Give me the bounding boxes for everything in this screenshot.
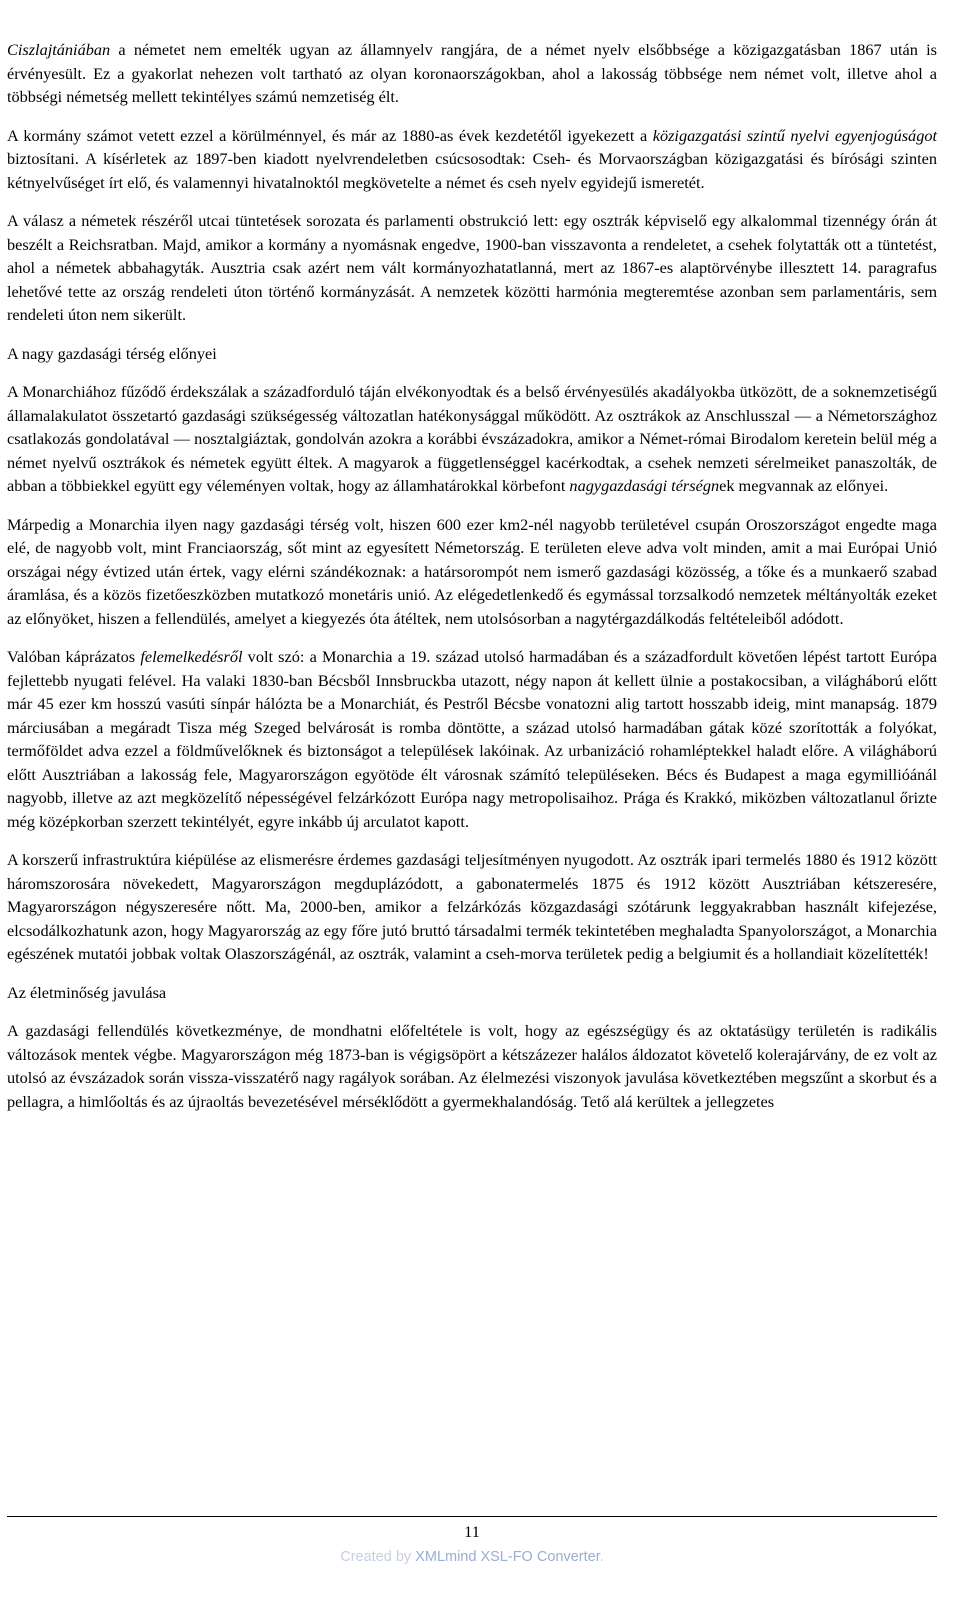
emphasis: Ciszlajtániában [7,40,111,59]
emphasis: közigazgatási szintű nyelvi egyenjogúságot [652,125,938,145]
paragraph-text: ek megvannak az előnyei. [719,476,889,495]
emphasis: nagygazdasági térségn [569,476,720,495]
paragraph-text: A Monarchiához fűződő érdekszálak a századforduló táján elvékonyodtak és a belső érvényesülés akadályokba ütközött, de a soknemzetiségű államalakulatot összetartó gazdasági szükségesség változatlan hatékonysággal működött. Az osztrákok az Anschlusszal — a Németországhoz csatlakozás gondolatával — nosztalgiáztak, gondolván azokra a korábbi évszázadokra, amikor a Német-római Birodalom keretein belül még a német nyelvű osztrákok és németek együtt éltek. A magyarok a függetlenséggel kacérkodtak, a csehek nemzeti sérelmeiket panaszolták, de abban a többiekkel együtt egy véleményen voltak, hogy az államhatárokkal körbefont [7,382,937,495]
paragraph [7,38,937,109]
paragraph [7,124,937,195]
paragraph [7,645,937,833]
footer-credit [0,1548,944,1566]
paragraph-text: biztosítani. A kísérletek az 1897-ben kiadott nyelvrendeletben csúcsosodtak: Cseh- és Morvaországban közigazgatási és bírósági szinten kétnyelvűséget írt elő, és valamennyi hivatalnoktól megkövetelte a német és cseh nyelv egyidejű ismeretét. [7,149,937,192]
converter-link[interactable]: XMLmind XSL-FO Converter [415,1549,600,1565]
section-heading: Az életminőség javulása [7,982,167,1002]
paragraph-text: Valóban káprázatos [7,647,141,666]
footer-period: . [599,1549,604,1565]
section-heading: A nagy gazdasági térség előnyei [7,343,217,363]
paragraph-text: volt szó: a Monarchia a 19. század utolsó harmadában és a századfordult követően lépést tartott Európa fejlettebb nyugati felével. Ha valaki 1830-ban Bécsből Innsbruckba utazott, négy napon át kellett ülnie a postakocsiban, a világháború előtt már 45 ezer km hosszú vasúti sínpár hálózta be a Monarchiát, és Pestről Bécsbe vonatozni alig tartott hosszabb ideig, mint manapság. 1879 márciusában a megáradt Tisza még Szeged belvárosát is romba döntötte, a század utolsó harmadában gátak közé szorították a folyókat, termőföldet adva ezzel a földművelőknek és biztonságot a települések lakóinak. Az urbanizáció rohamléptekkel haladt előre. A világháború előtt Ausztriában a lakosság fele, Magyarországon egyötöde élt városnak számító településeken. Bécs és Budapest a maga egymillióánál nagyobb, illetve az azt megközelítő népességével felzárkózott Európa nagy metropolisaihoz. Prága és Krakkó, miközben változatlanul őrizte még középkorban szerzett tekintélyét, egyre inkább új arculatot kapott. [7,647,937,831]
paragraph-text: a németet nem emelték ugyan az államnyelv rangjára, de a német nyelv elsőbbsége a közigazgatásban 1867 után is érvényesült. Ez a gyakorlat nehezen volt tartható az olyan koronaországokban, ahol a lakosság többsége nem német volt, illetve ahol a többségi németség mellett tekintélyes számú nemzetiség élt. [7,40,937,106]
emphasis: felemelkedésről [140,647,243,666]
paragraph: A korszerű infrastruktúra kiépülése az elismerésre érdemes gazdasági teljesítményen nyugodott. Az osztrák ipari termelés 1880 és 1912 között háromszorosára növekedett, Magyarországon megduplázódott, a gabonatermelés 1875 és 1912 között Ausztriában kétszeresére, Magyarországon négyszeresére nőtt. Ma, 2000-ben, amikor a felzárkózás közgazdasági szótárunk leggyakrabban használt kifejezése, elcsodálkozhatunk azon, hogy Magyarország az egy főre jutó bruttó társadalmi termék tekintetében meghaladta Spanyolországot, a Monarchia egészének mutatói jobbak voltak Olaszországénál, az osztrák, valamint a cseh-morva területek pedig a belgiumit és a hollandiait közelítették! [7,850,937,963]
paragraph: A gazdasági fellendülés következménye, de mondhatni előfeltétele is volt, hogy az egészségügy és az oktatásügy területén is radikális változások mentek végbe. Magyarországon még 1873-ban is végigsöpört a kétszázezer halálos áldozatot követelő kolerajárvány, de ez volt az utolsó az évszázadok során vissza-visszatérő nagy ragályok sorában. Az élelmezési viszonyok javulása következtében megszűnt a skorbut és a pellagra, a himlőoltás és az újraoltás bevezetésével mérséklődött a gyermekhalandóság. Tető alá kerültek a jellegzetes [7,1021,937,1111]
footer-divider [7,1516,937,1517]
paragraph: Márpedig a Monarchia ilyen nagy gazdasági térség volt, hiszen 600 ezer km2-nél nagyobb területével csupán Oroszországot engedte maga elé, de nagyobb volt, mint Franciaország, sőt mint az egyesített Németország. E területen eleve adva volt minden, amit a mai Európai Unió országai négy évtized után értek, vagy elérni szándékoznak: a határsorompót nem ismerő gazdasági közösség, a tőke és a munkaerő szabad áramlása, és a közös fizetőeszközben mutatkozó monetáris unió. Az elégedetlenkedő és egymással torzsalkodó nemzetek méltányolták ezeket az előnyöket, hiszen a fellendülés, amelyet a kiegyezés óta átéltek, nem utolsósorban a nagytérgazdálkodás feltételeiből adódott. [7,514,937,628]
document-body [7,38,937,1128]
page-number: 11 [464,1522,480,1541]
paragraph-text: A kormány számot vetett ezzel a körülménnyel, és már az 1880-as évek kezdetétől igyekezett a [7,125,653,145]
footer-created-by: Created by [340,1549,416,1565]
paragraph: A válasz a németek részéről utcai tüntetések sorozata és parlamenti obstrukció lett: egy osztrák képviselő egy alkalommal tizennégy órán át beszélt a Reichsratban. Majd, amikor a kormány a nyomásnak engedve, 1900-ban visszavonta a rendeletet, a csehek folytatták ott a tüntetést, ahol a németek abbahagyták. Ausztria csak azért nem vált kormányozhatatlanná, mert az 1867-es alaptörvénybe illesztett 14. paragrafus lehetővé tette az ország rendeleti úton történő kormányzását. A nemzetek közötti harmónia megteremtése azonban sem parlamentáris, sem rendeleti úton nem sikerült. [7,211,937,324]
paragraph [7,380,937,498]
